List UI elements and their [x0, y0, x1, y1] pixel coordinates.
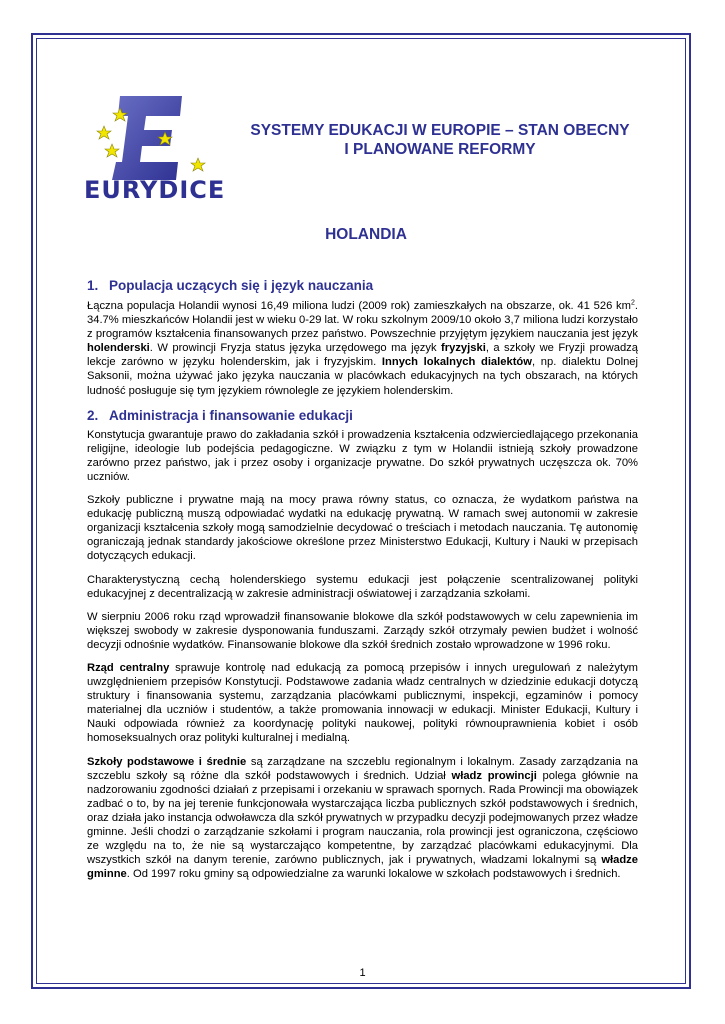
page-number: 1	[359, 967, 366, 979]
section-title: Populacja uczących się i język nauczania	[109, 278, 374, 293]
section-number: 1.	[87, 278, 99, 293]
section-population	[87, 277, 638, 398]
paragraph: Szkoły publiczne i prywatne mają na mocy prawa równy status, co oznacza, że wydatkom państwa na edukację publiczną muszą odpowiadać wydatki na edukację prywatną. W ramach swej autonomii w zakresie organizacji kształcenia szkoły mogą samodzielnie decydować o treściach i metodach nauczania. Tę autonomię ograniczają jednak standardy jakościowe określone przez Ministerstwo Edukacji, Kultury i Nauki w przepisach dotyczących edukacji.	[87, 494, 638, 563]
document-body	[87, 277, 638, 890]
paragraph: Konstytucja gwarantuje prawo do zakładania szkół i prowadzenia kształcenia odzwierciedlającego przekonania religijne, ideologie lub podejścia pedagogiczne. W związku z tym w Holandii istnieją szkoły prowadzone zarówno przez państwo, jak i przez osoby i organizacje prywatne. Do szkół prywatnych uczęszcza ok. 70% uczniów.	[87, 428, 638, 483]
section-title: Administracja i finansowanie edukacji	[109, 407, 353, 423]
section-heading	[87, 277, 638, 294]
eurydice-logo-text: EURYDICE	[84, 176, 226, 204]
paragraph: Charakterystyczną cechą holenderskiego systemu edukacji jest połączenie scentralizowanej polityki edukacyjnej z decentralizacją w zakresie administracji oświatowej i zarządzania szkołami.	[87, 573, 638, 600]
section-heading	[87, 407, 638, 424]
section-number: 2.	[87, 407, 99, 423]
country-heading: HOLANDIA	[325, 226, 407, 243]
document-title: SYSTEMY EDUKACJI W EUROPIE – STAN OBECNY I PLANOWANE REFORMY	[250, 122, 630, 158]
paragraph: Rząd centralny sprawuje kontrolę nad edukacją za pomocą przepisów i innych uregulowań z należytym uwzględnieniem przepisów Konstytucji. Podstawowe zadania władz centralnych w dziedzinie edukacji dotyczą struktury i finansowania systemu, zarządzania placówkami publicznymi, inspekcji, egzaminów i pomocy materialnej dla uczniów i studentów, a także promowania innowacji w edukacji. Minister Edukacji, Kultury i Nauki odpowiada również za koordynację polityki naukowej, polityki równouprawnienia kobiet i osób homoseksualnych oraz polityki kulturalnej i medialną.	[87, 661, 638, 745]
paragraph: Łączna populacja Holandii wynosi 16,49 miliona ludzi (2009 rok) zamieszkałych na obszarze, ok. 41 526 $km^2$. 34.7% mieszkańców Holandii jest w wieku 0-29 lat. W roku szkolnym 2009/10 około 3,7 miliona ludzi korzystało z programów kształcenia finansowanych przez państwo. Powszechnie przyjętym językiem nauczania jest język holenderski. W prowincji Fryzja status języka urzędowego ma język fryzyjski, a szkoły we Fryzji prowadzą lekcje zarówno w języku holenderskim, jak i fryzyjskim. Innych lokalnych dialektów, np. dialektu Dolnej Saksonii, można używać jako języka nauczania w placówkach edukacyjnych na tych obszarach, na których ludność posługuje się tym językiem równolegle ze językiem holenderskim.	[87, 299, 639, 397]
section-administration	[87, 407, 638, 882]
paragraph: W sierpniu 2006 roku rząd wprowadził finansowanie blokowe dla szkół podstawowych w celu zapewnienia im większej swobody w zakresie dysponowania funduszami. Zarządy szkół otrzymały pewien budżet i wolność decyzji odnośnie wydatków. Finansowanie blokowe dla szkół średnich zostało wprowadzone w 1996 roku.	[87, 610, 638, 651]
paragraph: Szkoły podstawowe i średnie są zarządzane na szczeblu regionalnym i lokalnym. Zasady zarządzania na szczeblu szkoły są różne dla szkół podstawowych i średnich. Udział władz prowincji polega głównie na nadzorowaniu zgodności działań z przepisami i orzekaniu w sprawach spornych. Rada Prowincji ma obowiązek zadbać o to, by na jej terenie funkcjonowała wystarczająca liczba publicznych szkół podstawowych i średnich, oraz działa jako instancja odwoławcza dla szkół prywatnych w przypadku decyzji podejmowanych przez władze gminne. Jeśli chodzi o zarządzanie szkołami i program nauczania, rola prowincji jest ograniczona, częściowo ze względu na to, że nie są wystarczająco kompetentne, by zarządzać placówkami edukacyjnymi. Dla wszystkich szkół na danym terenie, zarówno publicznych, jak i prywatnych, władzami lokalnymi są władze gminne. Od 1997 roku gminy są odpowiedzialne za warunki lokalowe w szkołach podstawowych i średnich.	[87, 755, 638, 881]
